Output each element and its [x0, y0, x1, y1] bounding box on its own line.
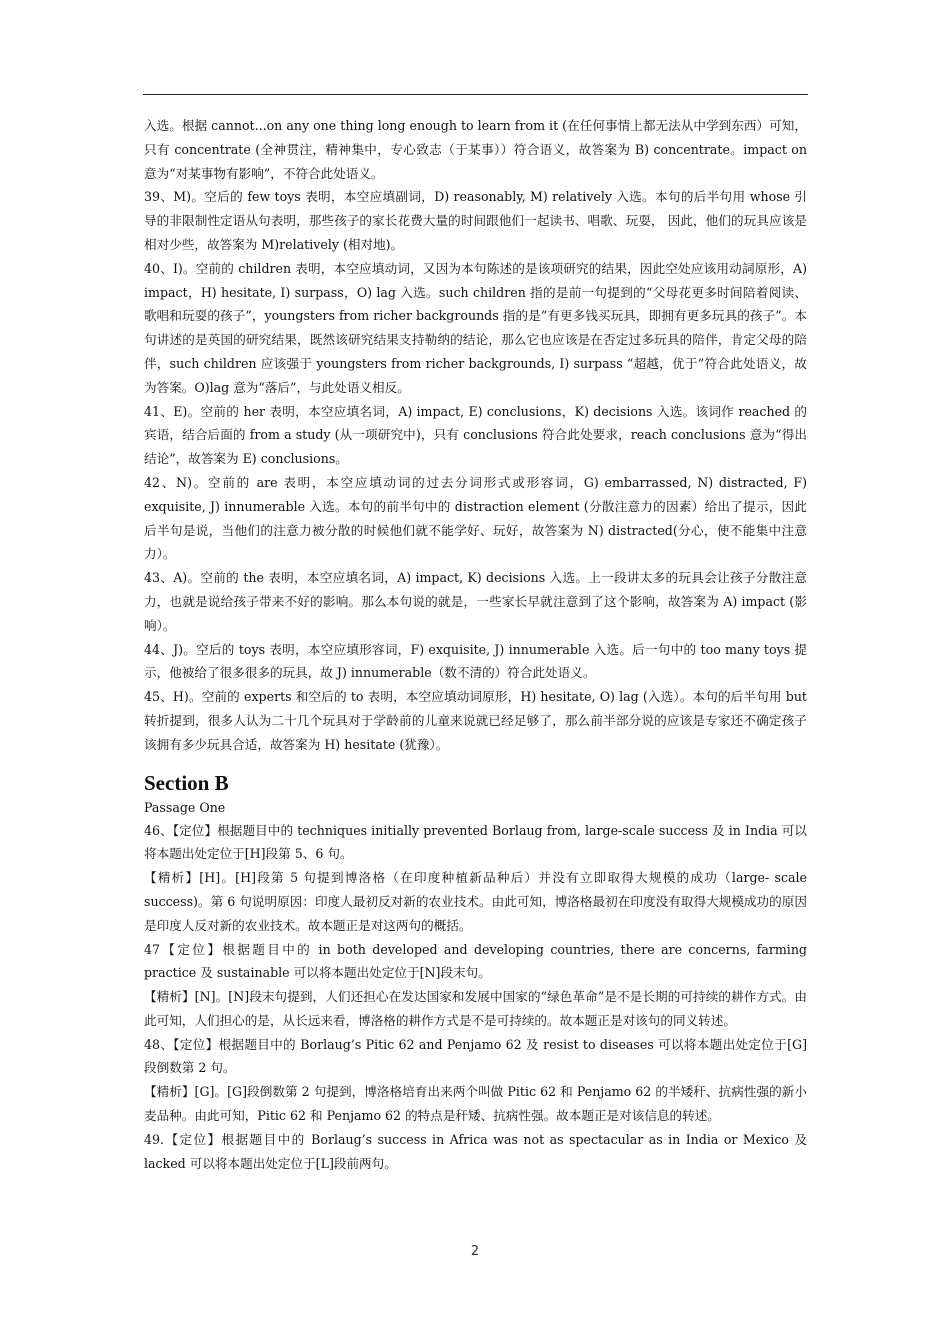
- item-48-analysis: 【精析】[G]。[G]段倒数第 2 句提到，博洛格培育出来两个叫做 Pitic 62 和 Penjamo 62 的半矮秆、抗病性强的新小麦品种。由此可知，Pitic 62 和 Penjamo 62 的特点是秆矮、抗病性强。故本题正是对该信息的转述。: [144, 1084, 807, 1124]
- paragraph-40: 40、I)。空前的 children 表明，本空应填动词，又因为本句陈述的是该项研究的结果，因此空处应该用动詞原形，A) impact，H) hesitate, I) surpass，O) lag 入选。such children 指的是前一句提到的“父母花更多时间陪着阅读、歌唱和玩耍的孩子”，youngsters from richer backgrounds 指的是“有更多钱买玩具，即拥有更多玩具的孩子”。本句讲述的是英国的研究结果，既然该研究结果支持勒纳的结论，那么它也应该是在否定过多玩具的陪伴，肯定父母的陪伴，such children 应该强于 youngsters from richer backgrounds, I) surpass “超越，优于”符合此处语义，故为答案。O)lag 意为“落后”，与此处语义相反。: [144, 260, 807, 395]
- item-46-locate: 46、【定位】根据题目中的 techniques initially prevented Borlaug from, large-scale success 及 in India 可以将本题出处定位于[H]段第 5、6 句。: [144, 822, 807, 862]
- paragraph-39: 39、M)。空后的 few toys 表明，本空应填副词，D) reasonably, M) relatively 入选。本句的后半句用 whose 引导的非限制性定语从句表明，那些孩子的家长花费大量的时间跟他们一起读书、唱歌、玩耍， 因此，他们的玩具应该是相对少些，故答案为 M)relatively (相对地)。: [144, 189, 807, 252]
- passage-label: Passage One: [144, 799, 226, 815]
- page-number: 2: [470, 1244, 480, 1259]
- item-47-analysis: 【精析】[N]。[N]段末句提到，人们还担心在发达国家和发展中国家的“绿色革命”是不是长期的可持续的耕作方式。由此可知，人们担心的是，从长远来看，博洛格的耕作方式是不是可持续的。故本题正是对该句的同义转述。: [144, 989, 807, 1028]
- header-rule: [143, 94, 808, 95]
- paragraph-42: 42、N)。空前的 are 表明，本空应填动词的过去分词形式或形容词，G) embarrassed, N) distracted, F) exquisite, J) innumerable 入选。本句的前半句中的 distraction element (分散注意力的因素）给出了提示，因此后半句是说，当他们的注意力被分散的时候他们就不能学好、玩好，故答案为 N) distracted(分心，使不能集中注意力）。: [144, 474, 807, 562]
- paragraph-38-continued: 入选。根据 cannot...on any one thing long enough to learn from it (在任何事情上都无法从中学到东西）可知，只有 concentrate (全神贯注，精神集中，专心致志（于某事））符合语义，故答案为 B) concentrate。impact on 意为“对某事物有影响”，不符合此处语义。: [144, 118, 807, 181]
- item-47-locate: 47【定位】根据题目中的 in both developed and developing countries, there are concerns, farming practice 及 sustainable 可以将本题出处定位于[N]段末句。: [144, 941, 807, 981]
- paragraph-41: 41、E)。空前的 her 表明，本空应填名词，A) impact, E) conclusions，K) decisions 入选。该词作 reached 的宾语，结合后面的 from a study (从一项研究中)，只有 conclusions 符合此处要求，reach conclusions 意为“得出结论”，故答案为 E) conclusions。: [144, 403, 807, 467]
- paragraph-45: 45、H)。空前的 experts 和空后的 to 表明，本空应填动词原形，H) hesitate, O) lag (入选）。本句的后半句用 but 转折提到，很多人认为二十几个玩具对于学龄前的儿童来说就已经足够了，那么前半部分说的应该是专家还不确定孩子该拥有多少玩具合适，故答案为 H) hesitate (犹豫）。: [144, 689, 807, 752]
- item-46-analysis: 【精析】[H]。[H]段第 5 句提到博洛格（在印度种植新品种后）并没有立即取得大规模的成功（large- scale success)。第 6 句说明原因：印度人最初反对新的农业技术。由此可知，博洛格最初在印度没有取得大规模成功的原因是印度人反对新的农业技术。故本题正是对这两句的概括。: [144, 870, 807, 933]
- item-48-locate: 48、【定位】根据题目中的 Borlaug’s Pitic 62 and Penjamo 62 及 resist to diseases 可以将本题出处定位于[G]段倒数第 2 句。: [144, 1036, 807, 1076]
- item-49-locate: 49.【定位】根据题目中的 Borlaug’s success in Africa was not as spectacular as in India or Mexico 及 lacked 可以将本题出处定位于[L]段前两句。: [144, 1131, 807, 1171]
- section-heading: Section B: [144, 770, 229, 795]
- paragraph-44: 44、J)。空后的 toys 表明，本空应填形容词，F) exquisite, J) innumerable 入选。后一句中的 too many toys 提示，他被给了很多很多的玩具，故 J) innumerable（数不清的）符合此处语义。: [144, 641, 807, 681]
- paragraph-43: 43、A)。空前的 the 表明，本空应填名词，A) impact, K) decisions 入选。上一段讲太多的玩具会让孩子分散注意力，也就是说给孩子带来不好的影响。那么本句说的就是，一些家长早就注意到了这个影响，故答案为 A) impact (影响）。: [144, 570, 807, 633]
- body-text: [144, 114, 807, 1175]
